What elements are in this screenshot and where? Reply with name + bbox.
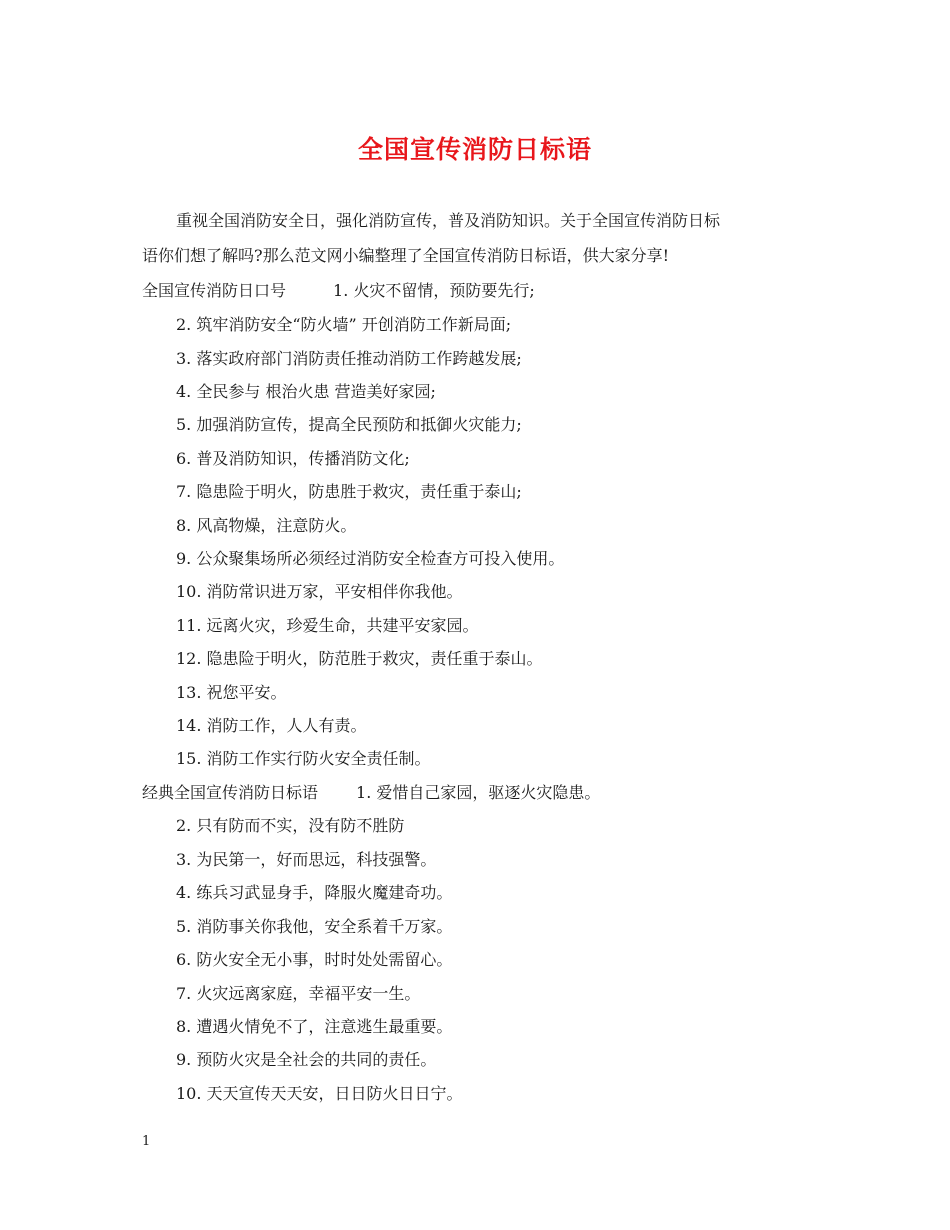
- intro-line-1: 重视全国消防安全日，强化消防宣传，普及消防知识。关于全国宣传消防日标: [176, 211, 721, 230]
- section2-item: 3. 为民第一，好而思远，科技强警。: [176, 850, 437, 869]
- section1-item: 15. 消防工作实行防火安全责任制。: [176, 749, 431, 768]
- section2-item: 6. 防火安全无小事，时时处处需留心。: [176, 950, 453, 969]
- section2-item: 7. 火灾远离家庭，幸福平安一生。: [176, 984, 421, 1003]
- section1-item-1: 1. 火灾不留情，预防要先行;: [333, 281, 535, 300]
- section1-item: 2. 筑牢消防安全“防火墙” 开创消防工作新局面;: [176, 315, 512, 334]
- section2-item-1: 1. 爱惜自己家园，驱逐火灾隐患。: [356, 783, 601, 802]
- section2-item: 2. 只有防而不实，没有防不胜防: [176, 816, 405, 835]
- section1-item: 9. 公众聚集场所必须经过消防安全检查方可投入使用。: [176, 549, 565, 568]
- section1-item: 11. 远离火灾，珍爱生命，共建平安家园。: [176, 616, 479, 635]
- page-number: 1: [142, 1134, 151, 1149]
- section1-item: 7. 隐患险于明火，防患胜于救灾，责任重于泰山;: [176, 482, 522, 501]
- section2-item: 8. 遭遇火情免不了，注意逃生最重要。: [176, 1017, 453, 1036]
- intro-line-2: 语你们想了解吗?那么范文网小编整理了全国宣传消防日标语，供大家分享!: [142, 246, 670, 265]
- section1-heading: 全国宣传消防日口号: [142, 281, 287, 300]
- section1-item: 8. 风高物燥，注意防火。: [176, 516, 357, 535]
- section2-item: 10. 天天宣传天天安，日日防火日日宁。: [176, 1084, 463, 1103]
- section1-heading-row: [142, 281, 535, 301]
- section1-item: 4. 全民参与 根治火患 营造美好家园;: [176, 382, 436, 401]
- section2-heading: 经典全国宣传消防日标语: [142, 783, 319, 802]
- section2-item: 5. 消防事关你我他，安全系着千万家。: [176, 917, 453, 936]
- section1-item: 10. 消防常识进万家，平安相伴你我他。: [176, 582, 463, 601]
- section1-item: 3. 落实政府部门消防责任推动消防工作跨越发展;: [176, 349, 522, 368]
- section2-item: 9. 预防火灾是全社会的共同的责任。: [176, 1050, 437, 1069]
- section1-item: 12. 隐患险于明火，防范胜于救灾，责任重于泰山。: [176, 649, 543, 668]
- document-title: 全国宣传消防日标语: [357, 135, 592, 164]
- section1-item: 5. 加强消防宣传，提高全民预防和抵御火灾能力;: [176, 415, 522, 434]
- section1-item: 13. 祝您平安。: [176, 683, 287, 702]
- section2-item: 4. 练兵习武显身手，降服火魔建奇功。: [176, 883, 453, 902]
- section1-item: 14. 消防工作，人人有责。: [176, 716, 367, 735]
- section1-item: 6. 普及消防知识，传播消防文化;: [176, 449, 410, 468]
- section2-heading-row: [142, 783, 600, 803]
